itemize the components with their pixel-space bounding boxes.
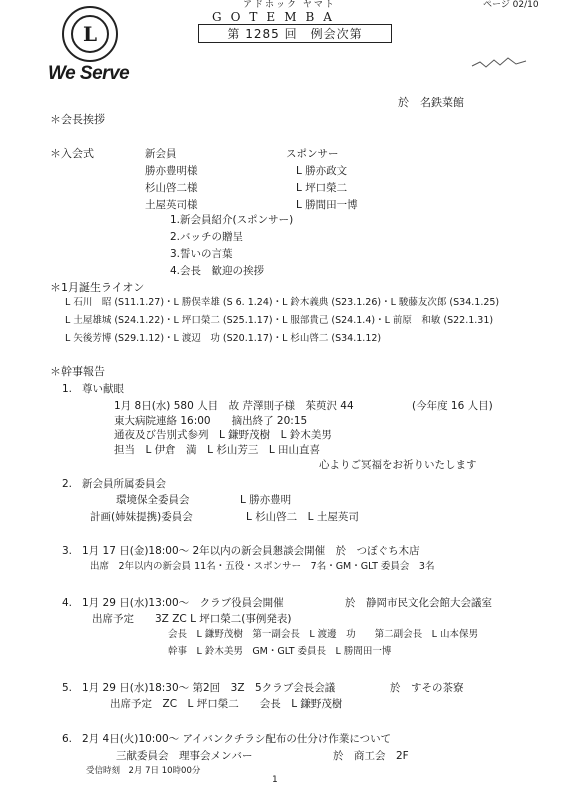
item-line: 1月 29 日(水)18:30～ 第2回 3Z 5クラブ会長会議 <box>82 682 336 694</box>
birthday-line: L 石川 昭 (S11.1.27)・L 勝俣幸雄 (S 6. 1.24)・L 鈴木義典 (S23.1.26)・L 駿藤友次郎 (S34.1.25) <box>65 297 500 308</box>
condolence-line: 心よりご冥福をお祈りいたします <box>319 459 477 471</box>
page-mark: 1 <box>272 775 278 785</box>
sponsor-name: L 勝亦政文 <box>296 165 348 177</box>
venue: 於 名鉄菜館 <box>398 96 464 109</box>
item-number: 1. <box>62 383 73 395</box>
new-member-column-label: 新会員 <box>145 148 177 160</box>
ceremony-step: 3.誓いの言葉 <box>170 248 233 260</box>
item-place: 於 すその茶寮 <box>390 682 464 694</box>
item-line: 1月 17 日(金)18:00～ 2年以内の新会員懇談会開催 於 つぼぐち木店 <box>82 545 420 557</box>
lions-logo <box>62 6 118 62</box>
ceremony-step: 1.新会員紹介(スポンサー) <box>170 214 294 226</box>
meeting-title: 第 1285 回 例会次第 <box>198 24 392 43</box>
item-line: 出席予定 3Z ZC L 坪口榮二(事例発表) <box>92 613 292 625</box>
sponsor-name: L 坪口榮二 <box>296 182 348 194</box>
ceremony-step: 2.バッチの贈呈 <box>170 231 244 243</box>
ceremony-step: 4.会長 歓迎の挨拶 <box>170 265 265 277</box>
item-line: 2月 4日(火)10:00～ アイバンクチラシ配布の仕分け作業について <box>82 733 392 745</box>
greeting-heading: ＊会長挨拶 <box>50 113 105 126</box>
birthday-heading: ＊1月誕生ライオン <box>50 281 145 294</box>
fax-received-stamp: 受信時刻 2月 7日 10時00分 <box>86 766 201 776</box>
sponsor-name: L 勝間田一博 <box>296 199 358 211</box>
item-note: (今年度 16 人目) <box>412 400 493 412</box>
committee-label: 計画(姉妹提携)委員会 <box>90 511 193 523</box>
item-number: 4. <box>62 597 73 609</box>
item-number: 5. <box>62 682 73 694</box>
item-line: 出席 2年以内の新会員 11名・五役・スポンサー 7名・GM・GLT 委員会 3名 <box>90 561 435 572</box>
new-member-name: 杉山啓二様 <box>145 182 198 194</box>
page-number: ページ 02/10 <box>483 0 539 10</box>
item-line: 1月 29 日(水)13:00～ クラブ役員会開催 <box>82 597 284 609</box>
item-line: 会長 L 鎌野茂樹 第一副会長 L 渡邊 功 第二副会長 L 山本保男 <box>168 629 478 640</box>
secretary-report-heading: ＊幹事報告 <box>50 365 105 378</box>
sponsor-column-label: スポンサー <box>286 148 339 160</box>
item-title: 新会員所属委員会 <box>82 478 166 490</box>
item-number: 3. <box>62 545 73 557</box>
item-line: 1月 8日(水) 580 人目 故 芹澤則子様 茱萸沢 44 <box>114 400 354 412</box>
item-number: 6. <box>62 733 73 745</box>
induction-heading: ＊入会式 <box>50 147 94 160</box>
club-furigana: アドホック ヤマト <box>243 0 336 10</box>
we-serve-slogan: We Serve <box>48 63 130 84</box>
new-member-name: 勝亦豊明様 <box>145 165 198 177</box>
item-line: 出席予定 ZC L 坪口榮二 会長 L 鎌野茂樹 <box>110 698 343 710</box>
item-line: 東大病院連絡 16:00 摘出終了 20:15 <box>114 415 308 427</box>
birthday-line: L 土屋雄城 (S24.1.22)・L 坪口榮二 (S25.1.17)・L 服部貴己 (S24.1.4)・L 前原 和敏 (S22.1.31) <box>65 315 494 326</box>
new-member-name: 土屋英司様 <box>145 199 198 211</box>
pen-scribble-mark <box>470 52 530 74</box>
committee-member: L 勝亦豊明 <box>240 494 292 506</box>
committee-member: L 杉山啓二 L 土屋英司 <box>246 511 359 523</box>
item-place: 於 商工会 2F <box>333 750 409 762</box>
item-title: 尊い献眼 <box>82 383 124 395</box>
birthday-line: L 矢後芳博 (S29.1.12)・L 渡辺 功 (S20.1.17)・L 杉山啓二 (S34.1.12) <box>65 333 382 344</box>
item-line: 三献委員会 理事会メンバー <box>116 750 253 762</box>
committee-label: 環境保全委員会 <box>116 494 190 506</box>
lions-logo-letter: L <box>71 15 109 53</box>
item-place: 於 静岡市民文化会館大会議室 <box>345 597 492 609</box>
item-line: 幹事 L 鈴木美男 GM・GLT 委員長 L 勝間田一博 <box>168 646 392 657</box>
item-number: 2. <box>62 478 73 490</box>
club-name: GOTEMBA <box>212 10 341 24</box>
item-line: 担当 L 伊倉 満 L 杉山芳三 L 田山直喜 <box>114 444 321 456</box>
item-line: 通夜及び告別式参列 L 鎌野茂樹 L 鈴木美男 <box>114 429 332 441</box>
